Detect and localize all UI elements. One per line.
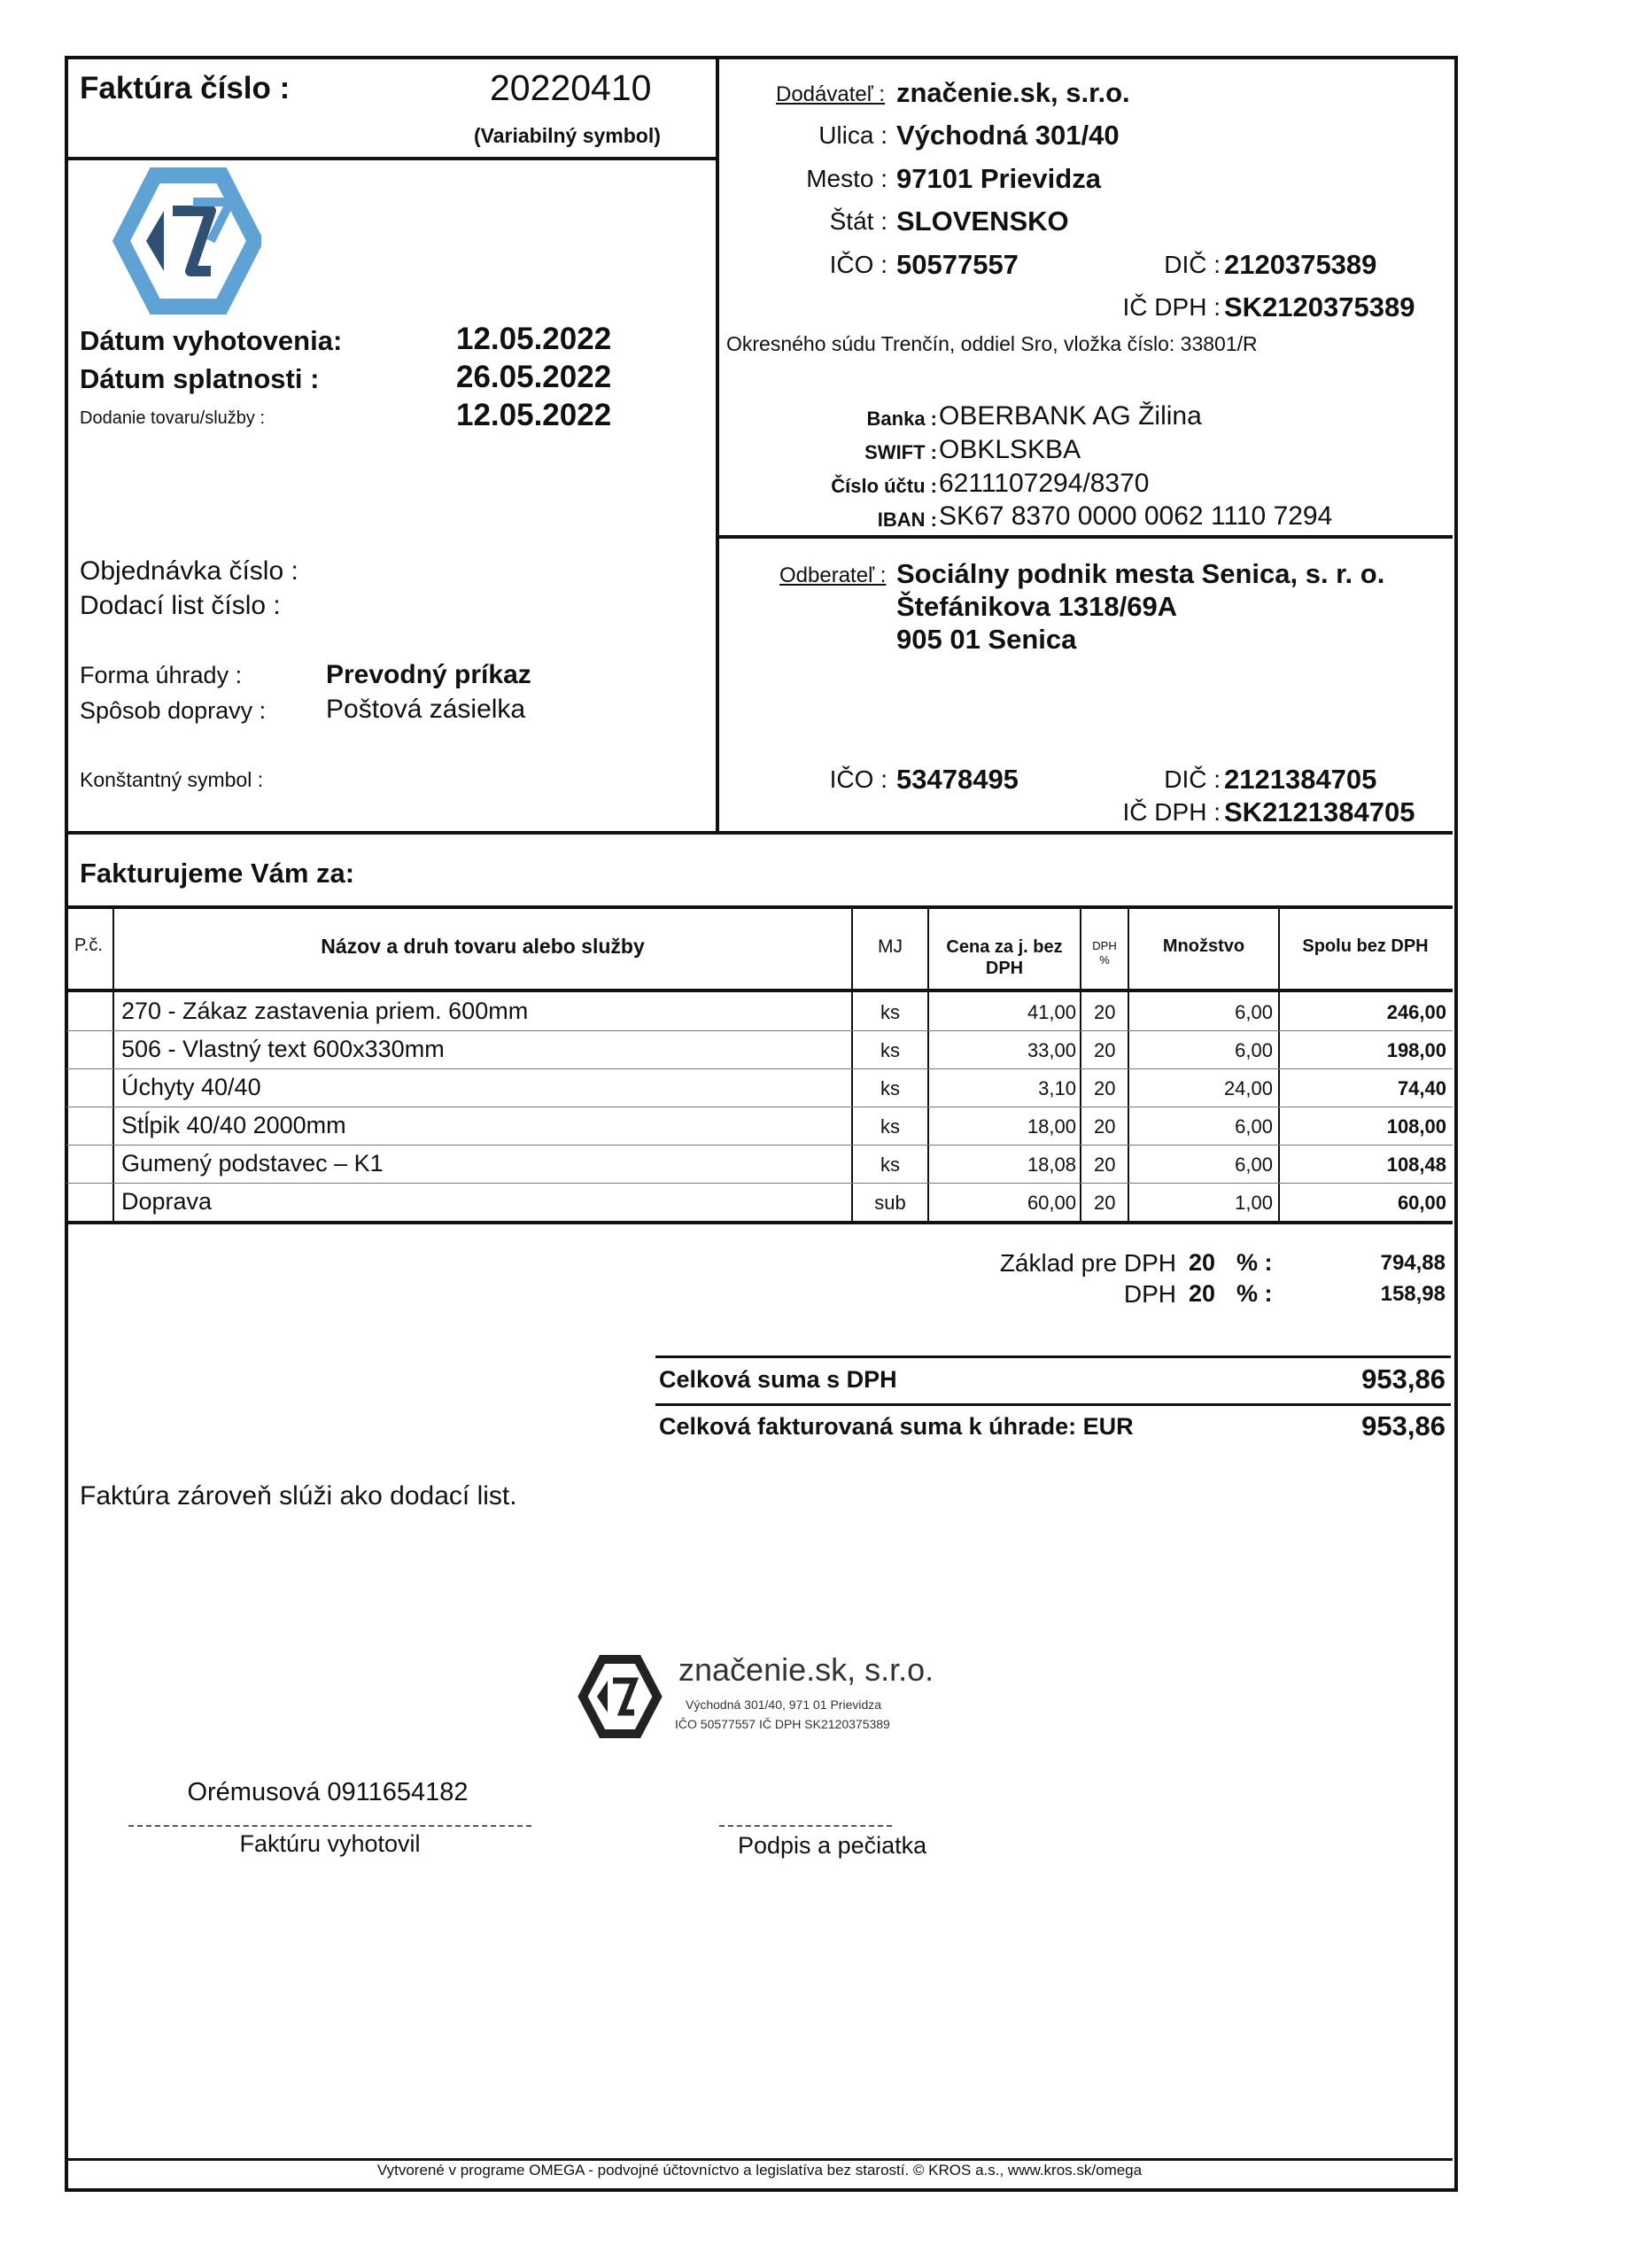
supplier-country-label: Štát :: [829, 207, 888, 235]
total-mid-line: [655, 1403, 1451, 1406]
item-price: 3,10: [1038, 1077, 1076, 1099]
issue-date: 12.05.2022: [456, 322, 612, 356]
item-mj: ks: [880, 1001, 900, 1023]
grand-total-value: 953,86: [1361, 1363, 1446, 1394]
item-mj: sub: [874, 1192, 906, 1214]
item-vat: 20: [1094, 1192, 1116, 1214]
due-date-label: Dátum splatnosti :: [80, 363, 320, 394]
delivery-date-label: Dodanie tovaru/služby :: [80, 408, 266, 428]
stamp-company-name: značenie.sk, s.r.o.: [678, 1651, 934, 1688]
constant-symbol-label: Konštantný symbol :: [80, 768, 264, 791]
company-logo: [106, 167, 261, 315]
invoice-number: 20220410: [490, 67, 652, 108]
customer-name: Sociálny podnik mesta Senica, s. r. o.: [896, 558, 1385, 589]
customer-dic-label: DIČ :: [1164, 765, 1221, 793]
customer-city: 905 01 Senica: [896, 624, 1077, 655]
vat-base-rate: 20: [1189, 1249, 1216, 1276]
invoice-title: Faktúra číslo :: [80, 71, 291, 105]
invoiced-total-value: 953,86: [1361, 1410, 1446, 1441]
customer-label: Odberateľ :: [779, 563, 887, 587]
stamp-logo: [576, 1652, 664, 1741]
delivery-date: 12.05.2022: [456, 398, 612, 432]
item-qty: 24,00: [1223, 1077, 1273, 1099]
supplier-street-label: Ulica :: [818, 121, 888, 149]
item-vat: 20: [1094, 1039, 1116, 1061]
supplier-street: Východná 301/40: [896, 120, 1120, 151]
item-qty: 6,00: [1235, 1039, 1273, 1061]
vat-base-pct: % :: [1236, 1249, 1273, 1276]
due-date: 26.05.2022: [456, 360, 612, 394]
item-price: 41,00: [1027, 1001, 1076, 1023]
item-qty: 1,00: [1235, 1192, 1273, 1214]
payment-form: Prevodný príkaz: [326, 660, 531, 689]
item-name: 270 - Zákaz zastavenia priem. 600mm: [121, 998, 529, 1024]
order-number-label: Objednávka číslo :: [80, 556, 298, 586]
header-divider: [66, 831, 1453, 835]
item-qty: 6,00: [1235, 1001, 1273, 1023]
supplier-city-label: Mesto :: [806, 165, 888, 192]
supplier-city: 97101 Prievidza: [896, 163, 1101, 194]
payment-form-label: Forma úhrady :: [80, 662, 243, 688]
item-total: 108,48: [1386, 1153, 1446, 1176]
table-row: [66, 992, 1453, 1031]
item-name: Doprava: [121, 1188, 213, 1215]
item-total: 60,00: [1397, 1192, 1446, 1214]
table-row: [66, 1107, 1453, 1146]
delivery-note-label: Dodací list číslo :: [80, 591, 281, 620]
supplier-ico-label: IČO :: [829, 251, 888, 278]
item-price: 18,08: [1027, 1153, 1076, 1176]
swift-label: SWIFT :: [864, 441, 937, 463]
item-price: 60,00: [1027, 1192, 1076, 1214]
invoiced-total-label: Celková fakturovaná suma k úhrade: EUR: [659, 1413, 1134, 1440]
item-price: 18,00: [1027, 1115, 1076, 1138]
bank-label: Banka :: [866, 408, 937, 430]
sign-label: Podpis a pečiatka: [738, 1832, 927, 1859]
vat-value: 158,98: [1380, 1282, 1446, 1306]
table-row: [66, 1030, 1453, 1069]
item-mj: ks: [880, 1077, 900, 1099]
supplier-name: značenie.sk, s.r.o.: [896, 77, 1130, 108]
item-mj: ks: [880, 1115, 900, 1138]
item-price: 33,00: [1027, 1039, 1076, 1061]
footer-divider: [66, 2158, 1453, 2161]
supplier-dic-label: DIČ :: [1164, 251, 1221, 278]
swift-code: OBKLSKBA: [939, 435, 1081, 464]
iban: SK67 8370 0000 0062 1110 7294: [939, 501, 1333, 531]
item-total: 108,00: [1386, 1115, 1446, 1138]
supplier-dic: 2120375389: [1224, 249, 1377, 280]
item-name: Úchyty 40/40: [121, 1074, 261, 1100]
supplier-icdph-label: IČ DPH :: [1122, 293, 1221, 321]
customer-icdph: SK2121384705: [1224, 796, 1415, 827]
header-price: Cena za j. bez DPH: [946, 937, 1063, 978]
table-row: [66, 1145, 1453, 1184]
item-mj: ks: [880, 1039, 900, 1061]
transport-label: Spôsob dopravy :: [80, 697, 267, 724]
items-heading: Fakturujeme Vám za:: [80, 858, 355, 889]
header-vat: DPH %: [1092, 939, 1117, 967]
customer-ico-label: IČO :: [829, 765, 888, 793]
supplier-register: Okresného súdu Trenčín, oddiel Sro, vložka číslo: 33801/R: [726, 332, 1258, 355]
header-total: Spolu bez DPH: [1302, 936, 1429, 956]
item-name: Gumený podstavec – K1: [121, 1150, 384, 1177]
account-label: Číslo účtu :: [831, 475, 937, 497]
vat-label: DPH: [1123, 1280, 1176, 1308]
sign-signature-line: [719, 1825, 892, 1827]
supplier-country: SLOVENSKO: [896, 206, 1069, 237]
supplier-label: Dodávateľ :: [776, 82, 886, 106]
vat-pct: % :: [1236, 1280, 1273, 1307]
variable-symbol-note: (Variabilný symbol): [474, 124, 661, 147]
transport: Poštová zásielka: [326, 695, 526, 724]
vat-base-value: 794,88: [1380, 1251, 1446, 1275]
software-footer: Vytvorené v programe OMEGA - podvojné účtovníctvo a legislatíva bez starostí. © KROS a.s., www.kros.sk/omega: [376, 2162, 1143, 2179]
vat-rate: 20: [1189, 1280, 1216, 1307]
supplier-icdph: SK2120375389: [1224, 291, 1415, 322]
items-body: [66, 992, 1453, 1221]
table-row: [66, 1068, 1453, 1107]
stamp-address: Východná 301/40, 971 01 Prievidza: [686, 1697, 882, 1712]
table-bottom-divider: [66, 1221, 1453, 1224]
item-qty: 6,00: [1235, 1153, 1273, 1176]
customer-street: Štefánikova 1318/69A: [896, 591, 1178, 622]
header-qty: Množstvo: [1162, 936, 1245, 956]
company-stamp: [576, 1648, 965, 1745]
author-label: Faktúru vyhotovil: [239, 1830, 421, 1857]
issue-date-label: Dátum vyhotovenia:: [80, 325, 343, 356]
table-row: [66, 1183, 1453, 1221]
vat-base-label: Základ pre DPH: [999, 1249, 1176, 1277]
item-mj: ks: [880, 1153, 900, 1176]
item-vat: 20: [1094, 1077, 1116, 1099]
stamp-ids: IČO 50577557 IČ DPH SK2120375389: [675, 1717, 890, 1731]
item-name: 506 - Vlastný text 600x330mm: [121, 1036, 445, 1062]
header-mj: MJ: [878, 936, 903, 957]
customer-dic: 2121384705: [1224, 764, 1377, 795]
header-name: Názov a druh tovaru alebo služby: [321, 935, 645, 958]
item-vat: 20: [1094, 1115, 1116, 1138]
supplier-ico: 50577557: [896, 249, 1019, 280]
customer-ico: 53478495: [896, 764, 1019, 795]
iban-label: IBAN :: [877, 509, 937, 531]
title-divider: [66, 157, 717, 160]
customer-icdph-label: IČ DPH :: [1122, 798, 1221, 826]
supplier-divider: [717, 535, 1453, 539]
header-pc: P.č.: [74, 936, 103, 955]
item-vat: 20: [1094, 1001, 1116, 1023]
item-total: 198,00: [1386, 1039, 1446, 1061]
total-top-line: [655, 1355, 1451, 1358]
item-total: 74,40: [1397, 1077, 1446, 1099]
author-signature-line: [128, 1825, 531, 1827]
item-total: 246,00: [1386, 1001, 1446, 1023]
author-name: Orémusová 0911654182: [187, 1778, 469, 1806]
bank-name: OBERBANK AG Žilina: [939, 401, 1202, 431]
delivery-note-statement: Faktúra zároveň slúži ako dodací list.: [80, 1481, 517, 1511]
item-vat: 20: [1094, 1153, 1116, 1176]
item-qty: 6,00: [1235, 1115, 1273, 1138]
account-number: 6211107294/8370: [939, 469, 1150, 498]
items-heading-divider: [66, 905, 1453, 909]
item-name: Stĺpik 40/40 2000mm: [121, 1112, 346, 1138]
grand-total-label: Celková suma s DPH: [659, 1366, 897, 1393]
